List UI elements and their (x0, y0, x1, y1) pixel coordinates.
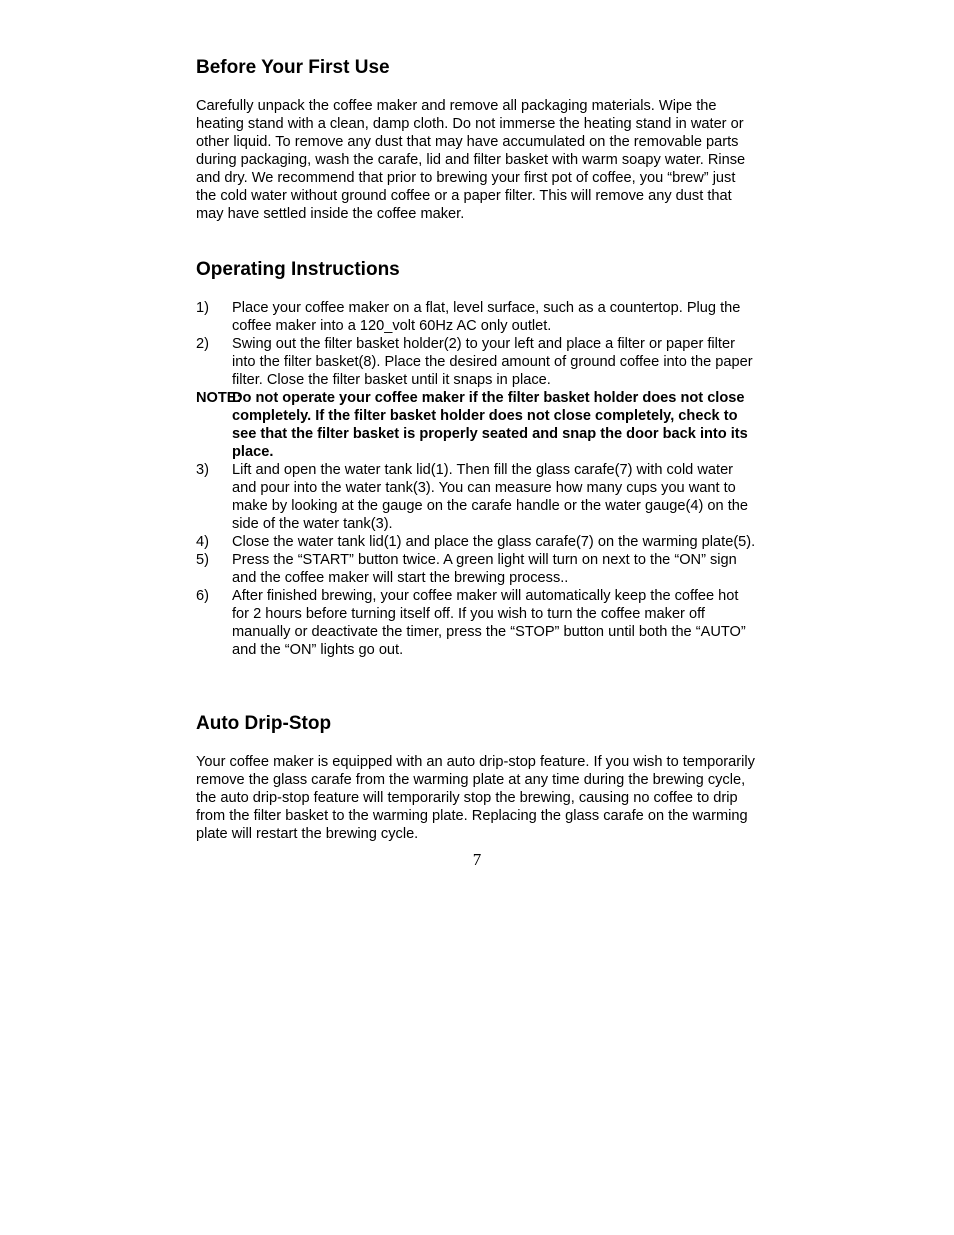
list-item-number: 6) (196, 588, 209, 604)
paragraph-auto-drip-stop: Your coffee maker is equipped with an auto drip-stop feature. If you wish to temporarily remove the glass carafe from the warming plate at any time during the brewing cycle, the auto drip-stop feature will temporarily stop the brewing, causing no coffee to drip from the filter basket to the warming plate. Replacing the glass carafe on the warming plate will restart the brewing cycle. (196, 754, 755, 842)
note-item (196, 389, 758, 461)
list-item-text: After finished brewing, your coffee maker will automatically keep the coffee hot for 2 hours before turning itself off. If you wish to turn the coffee maker off manually or deactivate the timer, press the “STOP” button until both the “AUTO” and the “ON” lights go out. (232, 588, 746, 658)
list-item (196, 587, 758, 659)
list-item-number: 4) (196, 534, 209, 550)
list-item-text: Close the water tank lid(1) and place the glass carafe(7) on the warming plate(5). (232, 534, 756, 550)
list-item (196, 533, 758, 551)
list-item-number: 3) (196, 462, 209, 478)
list-item-text: Lift and open the water tank lid(1). Then fill the glass carafe(7) with cold water and pour into the water tank(3). You can measure how many cups you want to make by looking at the gauge on the carafe handle or the water gauge(4) on the side of the water tank(3). (232, 462, 748, 532)
list-item-text: Swing out the filter basket holder(2) to your left and place a filter or paper filter into the filter basket(8). Place the desired amount of ground coffee into the paper filter. Close the filter basket until it snaps in place. (232, 336, 753, 388)
list-item (196, 335, 758, 389)
note-text: Do not operate your coffee maker if the filter basket holder does not close completely. If the filter basket holder does not close completely, check to see that the filter basket is properly seated and snap the door back into its place. (232, 390, 748, 460)
page-number: 7 (472, 850, 482, 869)
list-item (196, 551, 758, 587)
heading-auto-drip-stop: Auto Drip-Stop (196, 713, 332, 734)
list-item-number: 2) (196, 336, 209, 352)
note-label: NOTE: (196, 390, 242, 406)
list-item-number: 1) (196, 300, 209, 316)
paragraph-before-first-use: Carefully unpack the coffee maker and remove all packaging materials. Wipe the heating stand with a clean, damp cloth. Do not immerse the heating stand in water or other liquid. To remove any dust that may have accumulated on the removable parts during packaging, wash the carafe, lid and filter basket with warm soapy water. Rinse and dry. We recommend that prior to brewing your first pot of coffee, you “brew” just the cold water without ground coffee or a paper filter. This will remove any dust that may have settled inside the coffee maker. (196, 98, 746, 222)
list-item-text: Press the “START” button twice. A green light will turn on next to the “ON” sign and the coffee maker will start the brewing process.. (232, 552, 737, 586)
heading-before-first-use: Before Your First Use (196, 57, 390, 78)
list-item (196, 299, 758, 335)
list-item (196, 461, 758, 533)
operating-instructions-list (196, 299, 758, 659)
list-item-text: Place your coffee maker on a flat, level surface, such as a countertop. Plug the coffee maker into a 120_volt 60Hz AC only outlet. (232, 300, 741, 334)
heading-operating-instructions: Operating Instructions (196, 259, 400, 280)
list-item-number: 5) (196, 552, 209, 568)
